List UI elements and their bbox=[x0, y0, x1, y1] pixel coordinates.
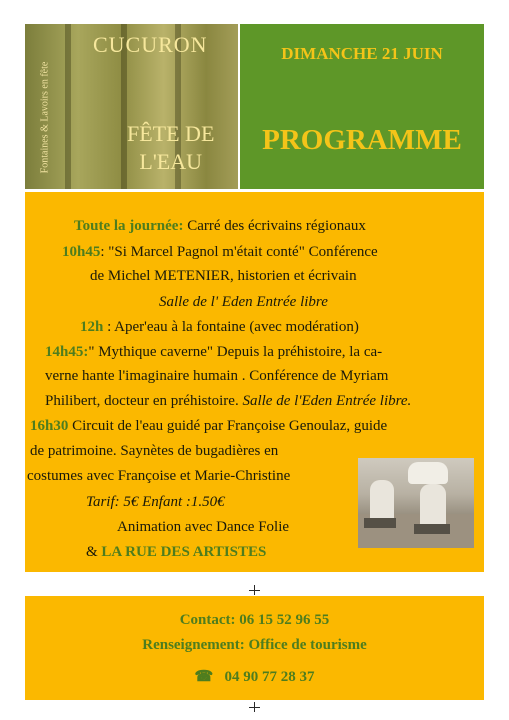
contact-panel bbox=[25, 596, 484, 700]
program-text: Animation avec Dance Folie bbox=[117, 519, 290, 535]
program-text: " Mythique caverne" Depuis la préhistoire, la ca- bbox=[88, 344, 383, 360]
header-photo-panel bbox=[25, 24, 238, 189]
program-time: Toute la journée: bbox=[74, 218, 184, 234]
program-time: 14h45: bbox=[45, 344, 89, 360]
programme-heading: PROGRAMME bbox=[262, 124, 462, 156]
divider-mark bbox=[249, 707, 260, 708]
program-line bbox=[159, 294, 328, 311]
program-line bbox=[30, 418, 387, 435]
tourism-phone-line bbox=[25, 667, 484, 686]
program-time: 10h45 bbox=[62, 244, 101, 260]
program-text: Circuit de l'eau guidé par Françoise Genoulaz, guide bbox=[68, 418, 388, 434]
program-venue: Salle de l' Eden Entrée libre bbox=[159, 294, 328, 310]
program-amp: & bbox=[86, 544, 102, 560]
program-venue: Salle de l'Eden Entrée libre. bbox=[242, 393, 412, 409]
event-title bbox=[127, 120, 214, 176]
program-line bbox=[45, 393, 411, 410]
washerwomen-photo bbox=[358, 458, 474, 548]
program-text: verne hante l'imaginaire humain . Conférence de Myriam bbox=[45, 368, 389, 384]
program-line bbox=[62, 244, 378, 261]
program-line bbox=[45, 344, 382, 361]
info-office: Renseignement: Office de tourisme bbox=[142, 637, 367, 653]
tourism-phone: 04 90 77 28 37 bbox=[224, 669, 315, 685]
program-price: Tarif: 5€ Enfant :1.50€ bbox=[86, 494, 225, 510]
hanging-laundry bbox=[408, 462, 448, 484]
program-line bbox=[117, 519, 289, 536]
phone-icon: ☎ bbox=[194, 669, 214, 685]
divider-mark bbox=[249, 590, 260, 591]
town-title: CUCURON bbox=[93, 32, 208, 57]
event-title-line2: L'EAU bbox=[139, 149, 202, 174]
basin-edge bbox=[364, 518, 396, 528]
program-line bbox=[27, 468, 290, 485]
program-line bbox=[74, 218, 366, 235]
program-line bbox=[86, 494, 225, 511]
vertical-subtitle: Fontaines & Lavoirs en fête bbox=[39, 61, 51, 174]
event-date: DIMANCHE 21 JUIN bbox=[281, 44, 443, 63]
program-time: 16h30 bbox=[30, 418, 69, 434]
program-text: Philibert, docteur en préhistoire. bbox=[45, 393, 243, 409]
program-line bbox=[86, 544, 266, 561]
program-line bbox=[80, 319, 359, 336]
header-title-panel bbox=[240, 24, 484, 189]
program-text: Carré des écrivains régionaux bbox=[183, 218, 366, 234]
contact-phone: Contact: 06 15 52 96 55 bbox=[179, 612, 330, 628]
program-text: : Aper'eau à la fontaine (avec modération) bbox=[103, 319, 359, 335]
event-title-line1: FÊTE DE bbox=[127, 121, 215, 146]
program-text: de patrimoine. Saynètes de bugadières en bbox=[30, 443, 279, 459]
program-text: costumes avec Françoise et Marie-Christine bbox=[27, 468, 291, 484]
program-line bbox=[30, 443, 278, 460]
program-text: de Michel METENIER, historien et écrivain bbox=[90, 268, 357, 284]
water-streak bbox=[65, 24, 71, 189]
basin-edge bbox=[414, 524, 450, 534]
program-text: : "Si Marcel Pagnol m'était conté" Conférence bbox=[100, 244, 378, 260]
program-highlight: LA RUE DES ARTISTES bbox=[101, 544, 267, 560]
program-line bbox=[45, 368, 388, 385]
program-line bbox=[90, 268, 357, 285]
program-time: 12h bbox=[80, 319, 104, 335]
